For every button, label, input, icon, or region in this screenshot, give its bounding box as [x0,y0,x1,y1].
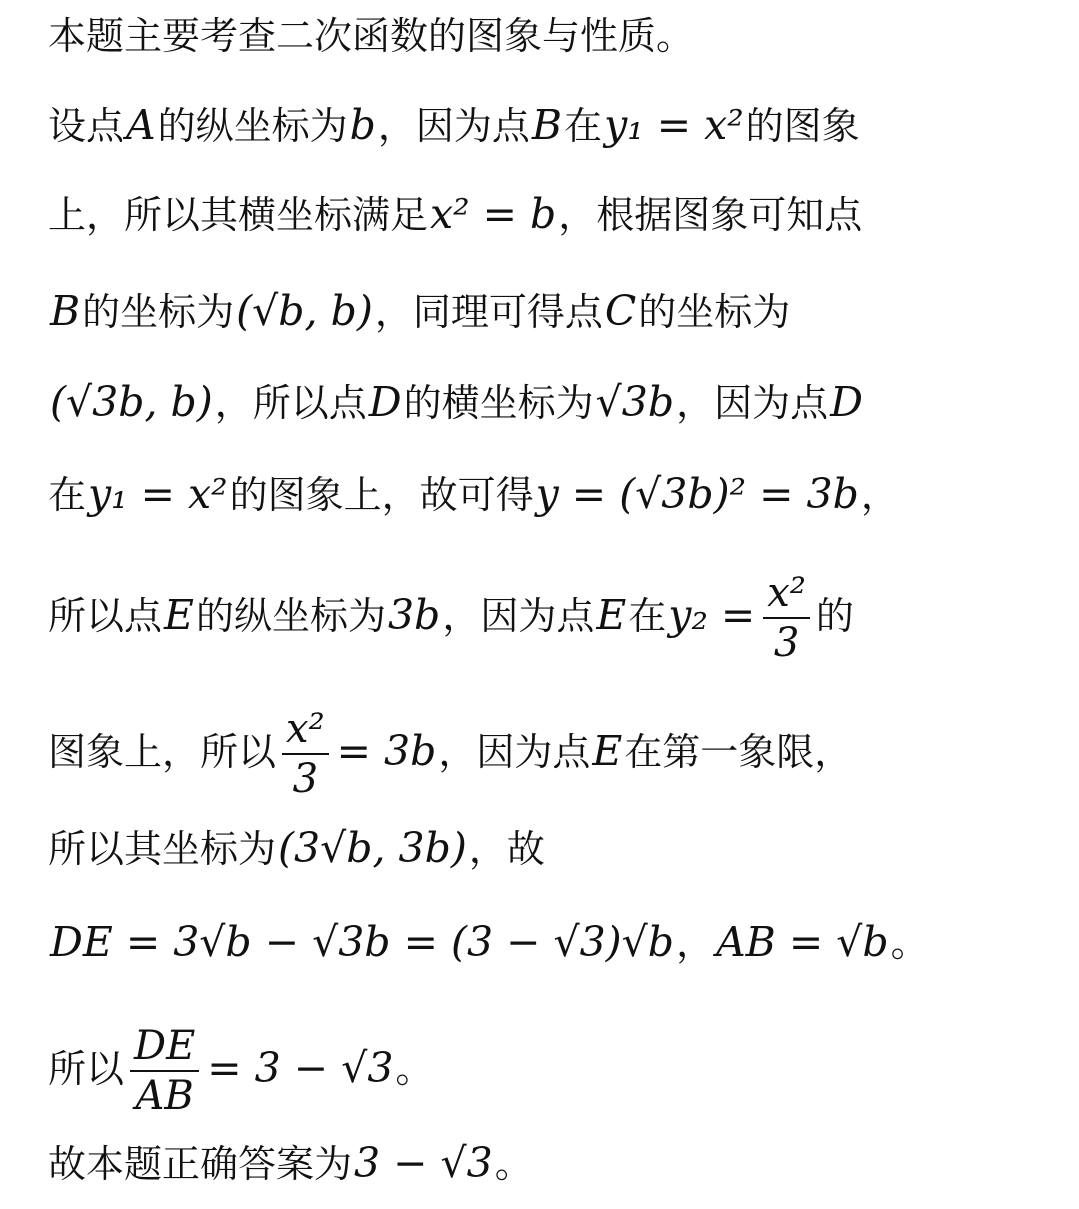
text-segment: 在 [48,473,87,517]
solution-line [48,372,865,432]
text-segment: 的纵坐标为 [195,593,386,638]
math-expression: = 3b [336,726,437,775]
text-segment: 。 [494,1142,533,1186]
text-segment: 的图象上，故可得 [229,473,534,517]
solution-line [48,184,862,244]
text-segment: 在第一象限， [624,729,853,774]
text-segment: 的图象 [745,104,860,148]
solution-line [48,6,694,66]
text-segment: 的纵坐标为 [157,104,348,148]
solution-line [48,281,790,341]
math-expression: b [349,101,376,149]
text-segment: ，同理可得点 [374,290,603,334]
solution-line [48,95,860,155]
fraction-denominator: 3 [292,756,319,802]
text-segment: ，所以点 [214,381,367,425]
fraction-bar [763,617,810,619]
fraction-denominator: 3 [773,620,800,666]
math-expression: √3b [595,378,675,426]
text-segment: 。 [890,921,929,965]
solution-line [48,706,853,802]
fraction-bar [130,1070,199,1072]
math-expression: y₂ = [668,590,756,639]
fraction [130,1025,199,1117]
text-segment: 本题主要考查二次函数的图象与性质。 [48,14,695,58]
math-expression: (√3b, b) [50,378,213,426]
text-segment: ， [860,473,899,517]
math-expression: = 3 − √3 [207,1043,394,1092]
text-segment: 。 [395,1046,434,1091]
solution-line [48,1023,434,1119]
solution-line [48,1133,533,1193]
math-expression: AB = √b [716,918,889,966]
text-segment: ，根据图象可知点 [558,193,863,237]
text-segment: 的坐标为 [638,290,791,334]
math-expression: D [830,378,864,426]
math-expression: E [596,590,627,639]
math-expression: y₁ = x² [88,470,228,518]
math-expression: y₁ = x² [604,101,744,149]
text-segment: ，因为点 [438,729,591,774]
text-segment: ， [676,921,715,965]
fraction-denominator: AB [135,1073,194,1119]
solution-line [48,818,545,878]
text-segment: 所以其坐标为 [48,827,277,871]
fraction-numerator: DE [134,1023,196,1069]
text-segment: 所以点 [48,593,163,638]
math-expression: E [592,726,623,775]
text-segment: 在 [564,104,603,148]
text-segment: 图象上，所以 [48,729,277,774]
fraction [763,572,810,664]
text-segment: ，故 [468,827,545,871]
fraction-numerator: x² [286,706,325,752]
text-segment: 的 [815,593,854,638]
math-expression: B [531,101,563,149]
text-segment: 所以 [48,1046,125,1091]
math-expression: (√b, b) [236,287,373,335]
math-expression: x² = b [430,190,557,238]
math-expression: 3 − √3 [354,1139,493,1187]
text-segment: ，因为点 [377,104,530,148]
text-segment: 设点 [48,104,125,148]
text-segment: ，因为点 [676,381,829,425]
text-segment: 上，所以其横坐标满足 [48,193,429,237]
math-expression: y = (√3b)² = 3b [535,470,859,518]
math-expression: DE = 3√b − √3b = (3 − √3)√b [50,918,675,966]
math-expression: 3b [387,590,441,639]
math-expression: C [604,287,637,335]
fraction-numerator: x² [767,570,806,616]
text-segment: 故本题正确答案为 [48,1142,353,1186]
math-expression: E [164,590,194,639]
text-segment: 的坐标为 [82,290,235,334]
math-expression: A [126,101,156,149]
fraction [282,708,329,800]
math-expression: (3√b, 3b) [278,824,467,872]
text-segment: 的横坐标为 [403,381,594,425]
text-segment: 在 [628,593,667,638]
math-expression: D [368,378,402,426]
solution-line [48,464,899,524]
solution-line [48,912,929,972]
math-expression: B [50,287,81,335]
fraction-bar [282,753,329,755]
solution-line [48,570,854,666]
text-segment: ，因为点 [442,593,595,638]
